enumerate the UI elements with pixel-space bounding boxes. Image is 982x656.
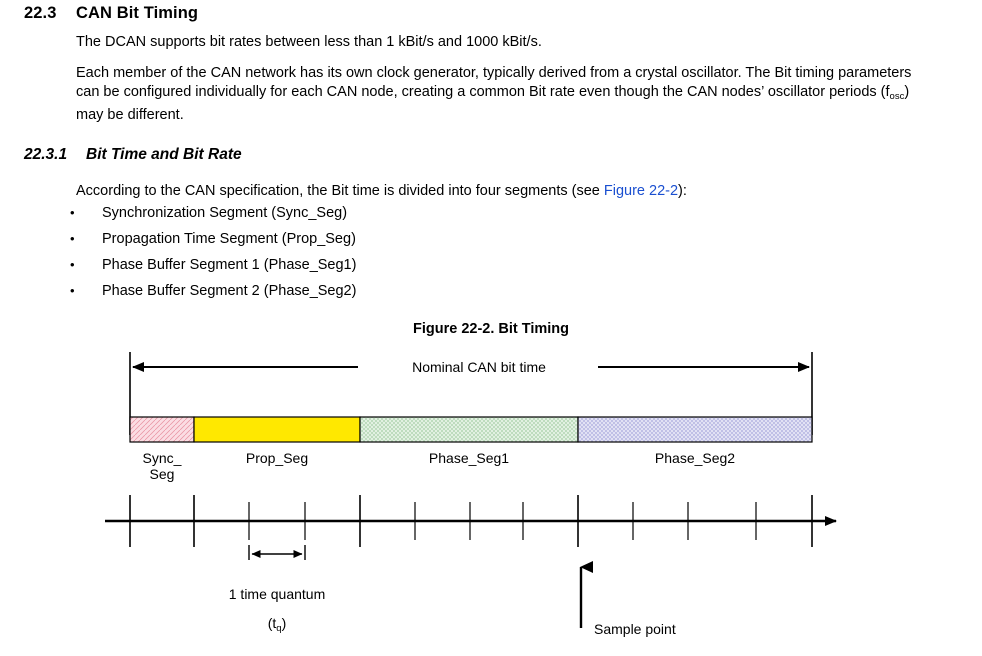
subsection-number: 22.3.1	[24, 146, 68, 163]
list-item	[70, 205, 670, 231]
segment-bullet-list	[70, 205, 670, 309]
paragraph-clock-generator-text-b: ) may be different.	[76, 84, 910, 123]
list-item	[70, 231, 670, 257]
paragraph-clock-generator	[76, 64, 936, 125]
list-item-label: Synchronization Segment (Sync_Seg)	[102, 205, 348, 221]
sample-point-label: Sample point	[594, 621, 676, 637]
bullet-marker-icon: •	[70, 283, 75, 298]
intro-text-after: ):	[678, 183, 687, 199]
list-item-label: Phase Buffer Segment 2 (Phase_Seg2)	[102, 283, 357, 299]
list-item	[70, 283, 670, 309]
phase-seg2-label: Phase_Seg2	[654, 450, 736, 466]
bit-timing-figure	[0, 345, 982, 645]
intro-text-before: According to the CAN specification, the Bit time is divided into four segments (see	[76, 183, 604, 199]
prop-seg-label: Prop_Seg	[245, 450, 309, 466]
bullet-marker-icon: •	[70, 205, 75, 220]
time-quantum-label: 1 time quantum	[228, 586, 326, 602]
figure-cross-reference-link[interactable]: Figure 22-2	[603, 183, 679, 199]
paragraph-clock-generator-text-a: Each member of the CAN network has its own clock generator, typically derived from a crystal oscillator. The Bit timing parameters can be configured individually for each CAN node, creating a common Bit rate even though the CAN nodes’ oscillator periods (f	[76, 65, 912, 100]
bullet-marker-icon: •	[70, 231, 75, 246]
list-item-label: Phase Buffer Segment 1 (Phase_Seg1)	[102, 257, 357, 273]
nominal-can-bit-time-label: Nominal CAN bit time	[360, 359, 598, 375]
tq-symbol-a: (t	[267, 615, 277, 631]
section-title: CAN Bit Timing	[76, 4, 199, 22]
tq-symbol-b: )	[281, 615, 287, 631]
paragraph-four-segments	[76, 182, 936, 201]
subsection-heading	[24, 146, 242, 164]
phase-seg1-label: Phase_Seg1	[428, 450, 510, 466]
bit-timing-diagram	[0, 345, 982, 645]
figure-caption: Figure 22-2. Bit Timing	[412, 321, 570, 337]
sync-seg-label	[108, 450, 216, 482]
bullet-marker-icon: •	[70, 257, 75, 272]
list-item-label: Propagation Time Segment (Prop_Seg)	[102, 231, 356, 247]
time-quantum-symbol	[196, 615, 358, 634]
list-item	[70, 257, 670, 283]
paragraph-bit-rates: The DCAN supports bit rates between less than 1 kBit/s and 1000 kBit/s.	[76, 34, 542, 50]
f-osc-subscript: osc	[889, 91, 905, 102]
subsection-title: Bit Time and Bit Rate	[86, 146, 242, 163]
tq-symbol-subscript: q	[276, 623, 282, 634]
sync-seg-label-line1: Sync_	[142, 450, 182, 466]
section-heading	[24, 4, 198, 23]
sync-seg-label-line2: Seg	[149, 466, 175, 482]
section-number: 22.3	[24, 4, 57, 22]
